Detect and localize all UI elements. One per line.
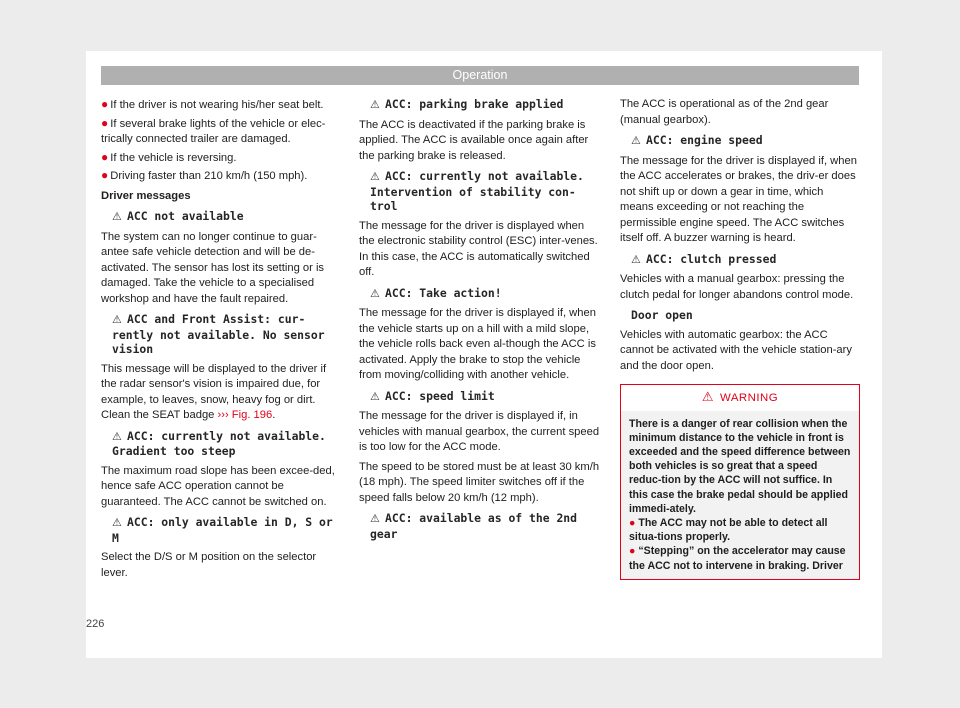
driver-message: ⚠ ACC and Front Assist: cur-rently not available. No sensor vision (112, 312, 325, 356)
page-number: 226 (86, 618, 105, 630)
list-item: ● The ACC may not be able to detect all situa-tions properly. (629, 516, 828, 544)
paragraph: The system can no longer continue to guar-antee safe vehicle detection and will be de-activated. The sensor has lost its setting or is damaged. Take the vehicle to a specialised workshop and have the fault repaired. (101, 230, 325, 305)
paragraph: Vehicles with a manual gearbox: pressing the clutch pedal for longer abandons control mode. (620, 273, 854, 301)
driver-messages-heading: Driver messages (101, 189, 191, 202)
section-title: Operation (452, 68, 508, 82)
bullet-icon: ● (101, 149, 109, 164)
paragraph: The maximum road slope has been excee-ded, hence safe ACC operation cannot be guaranteed. The ACC cannot be switched on. (101, 464, 335, 508)
warning-box (620, 384, 860, 580)
figure-link[interactable]: ››› Fig. 196 (217, 409, 273, 421)
list-item: ● If the vehicle is reversing. (101, 149, 237, 164)
driver-message: ⚠ ACC: speed limit (370, 388, 495, 403)
bullet-icon: ● (101, 97, 109, 111)
list-item: ● If the driver is not wearing his/her seat belt. (101, 97, 324, 111)
acc-warning-icon: ⚠ (370, 389, 380, 403)
column-3 (620, 97, 860, 580)
list-item: ● Driving faster than 210 km/h (150 mph). (101, 168, 308, 182)
list-item: ● “Stepping” on the accelerator may cause the ACC not to intervene in braking. Driver (629, 545, 846, 572)
acc-warning-icon: ⚠ (631, 134, 641, 147)
driver-message: ⚠ ACC: currently not available. Intervention of stability con-trol (370, 169, 584, 213)
driver-message: ⚠ ACC: parking brake applied (370, 97, 564, 111)
driver-message: ⚠ ACC: engine speed (631, 133, 763, 147)
driver-message: ⚠ ACC: clutch pressed (631, 251, 777, 266)
column-2 (359, 97, 601, 546)
paragraph: The message for the driver is displayed if, when the vehicle starts up on a hill with a mild slope, the vehicle rolls back even al-though the ACC is activated. Apply the brake to stop the vehicle from moving/colliding with another vehicle. (359, 307, 596, 381)
driver-message: ⚠ ACC: only available in D, S or M (112, 515, 333, 545)
driver-message: ⚠ ACC not available (112, 209, 244, 223)
acc-warning-icon: ⚠ (631, 252, 641, 266)
paragraph: The ACC is operational as of the 2nd gear (manual gearbox). (620, 98, 829, 126)
acc-warning-icon: ⚠ (370, 170, 380, 183)
acc-warning-icon: ⚠ (370, 512, 380, 525)
bullet-icon: ● (101, 168, 109, 182)
acc-warning-icon: ⚠ (370, 286, 380, 300)
column-1 (101, 97, 341, 585)
section-header (101, 66, 859, 85)
warning-body (621, 411, 859, 579)
driver-message: ⚠ ACC: currently not available. Gradient too steep (112, 428, 326, 458)
driver-message: Door open (631, 308, 693, 322)
paragraph: The message for the driver is displayed if, when the ACC accelerates or brakes, the driv-er does not shift up or down a gear in time, which means exceeding or not reaching the permissible engine speed. The ACC switches itself off. A buzzer warning is heard. (620, 154, 857, 244)
paragraph: Select the D/S or M position on the selector lever. (101, 551, 317, 579)
bullet-icon: ● (629, 516, 639, 529)
bullet-icon: ● (101, 115, 109, 130)
paragraph: The ACC is deactivated if the parking brake is applied. The ACC is available once again after the parking brake is released. (359, 118, 589, 162)
driver-message: ⚠ ACC: available as of the 2nd gear (370, 511, 578, 541)
acc-warning-icon: ⚠ (112, 429, 122, 443)
acc-warning-icon: ⚠ (112, 516, 122, 529)
paragraph: The message for the driver is displayed when the electronic stability control (ESC) inter-venes. In this case, the ACC is automatically switched off. (359, 219, 598, 278)
driver-message: ⚠ ACC: Take action! (370, 285, 502, 300)
paragraph: The message for the driver is displayed if, in vehicles with manual gearbox, the current speed is too low for the ACC mode. (359, 410, 600, 453)
acc-warning-icon: ⚠ (112, 313, 122, 326)
paragraph: Vehicles with automatic gearbox: the ACC cannot be activated with the vehicle station-ary and the door open. (620, 328, 852, 372)
bullet-icon: ● (629, 545, 639, 558)
list-item: ● If several brake lights of the vehicle or elec-trically connected trailer are damaged. (101, 115, 326, 145)
acc-warning-icon: ⚠ (112, 210, 122, 223)
warning-header: ⚠ WARNING (621, 385, 859, 411)
warning-triangle-icon: ⚠ (701, 389, 714, 404)
warning-text: There is a danger of rear collision when the minimum distance to the vehicle in front is exceeded and the speed difference between both vehicles is so great that a speed reduc-tion by the ACC will not suffice. In this case the brake pedal should be applied immedi-ately. (629, 417, 851, 515)
acc-warning-icon: ⚠ (370, 98, 380, 111)
paragraph: This message will be displayed to the driver if the radar sensor's vision is impaired due, for example, to leaves, snow, heavy fog or dirt. Clean the SEAT badge ››› Fig. 196. (101, 362, 327, 421)
paragraph: The speed to be stored must be at least 30 km/h (18 mph). The speed limiter switches off if the speed falls below 20 km/h (12 mph). (359, 460, 600, 504)
